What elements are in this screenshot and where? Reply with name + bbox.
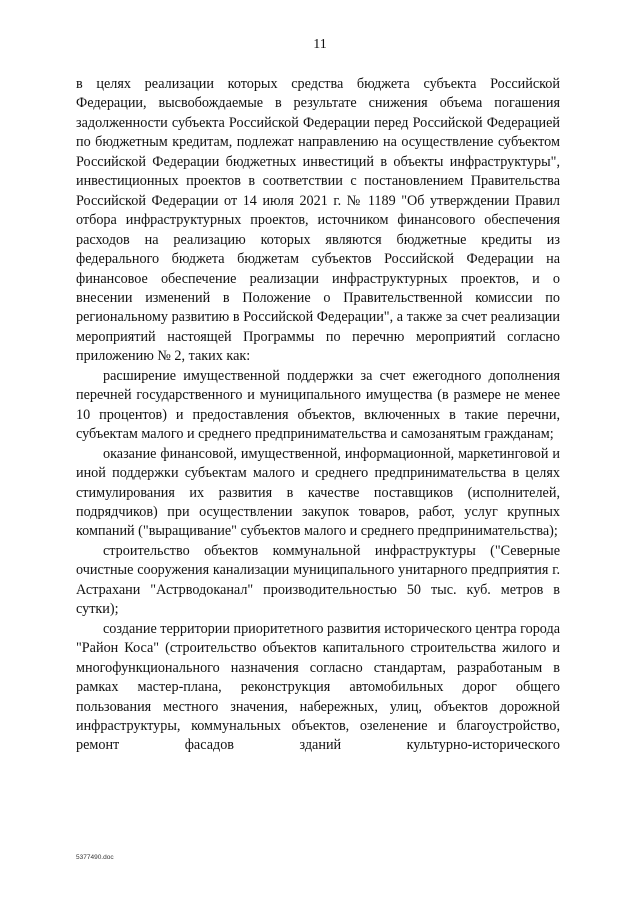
paragraph-utility-infrastructure: строительство объектов коммунальной инфраструктуры ("Северные очистные сооружения канализации муниципального унитарного предприятия г. Астрахани "Астрводоканал" производительностью 50 тыс. куб. метров в сутки); <box>76 542 560 618</box>
footer-document-code: 5377490.doc <box>76 854 114 861</box>
paragraph-supplier-support: оказание финансовой, имущественной, информационной, маркетинговой и иной поддержки субъектам малого и среднего предпринимательства в целях стимулирования их развития в качестве поставщиков (исполнителей, подрядчиков) при осуществлении закупок товаров, работ, услуг крупных компаний ("выращивание" субъектов малого и среднего предпринимательства); <box>76 445 560 540</box>
paragraph-continuation: в целях реализации которых средства бюджета субъекта Российской Федерации, высвобождаемые в результате снижения объема погашения задолженности субъекта Российской Федерации перед Российской Федерацией по бюджетным кредитам, подлежат направлению на осуществление субъектом Российской Федерации бюджетных инвестиций в объекты инфраструктуры", инвестиционных проектов в соответствии с постановлением Правительства Российской Федерации от 14 июля 2021 г. № 1189 "Об утверждении Правил отбора инфраструктурных проектов, источником финансового обеспечения расходов на реализацию которых являются бюджетные кредиты из федерального бюджета бюджетам субъектов Российской Федерации на финансовое обеспечение реализации инфраструктурных проектов, и о внесении изменений в Положение о Правительственной комиссии по региональному развитию в Российской Федерации", а также за счет реализации мероприятий настоящей Программы по перечню мероприятий согласно приложению № 2, таких как: <box>76 76 560 365</box>
document-body <box>76 75 560 756</box>
paragraph-kosa-district: создание территории приоритетного развития исторического центра города "Район Коса" (строительство объектов капитального строительства жилого и многофункционального назначения согласно стандартам, разработаным в рамках мастер-плана, реконструкция автомобильных дорог общего пользования местного значения, набережных, улиц, объектов дорожной инфраструктуры, коммунальных объектов, озеленение и благоустройство, ремонт фасадов зданий культурно-исторического <box>76 620 560 754</box>
paragraph-property-support: расширение имущественной поддержки за счет ежегодного дополнения перечней государственного и муниципального имущества (в размере не менее 10 процентов) и предоставления объектов, включенных в такие перечни, субъектам малого и среднего предпринимательства и самозанятым гражданам; <box>76 367 560 443</box>
page-number: 11 <box>313 37 327 52</box>
